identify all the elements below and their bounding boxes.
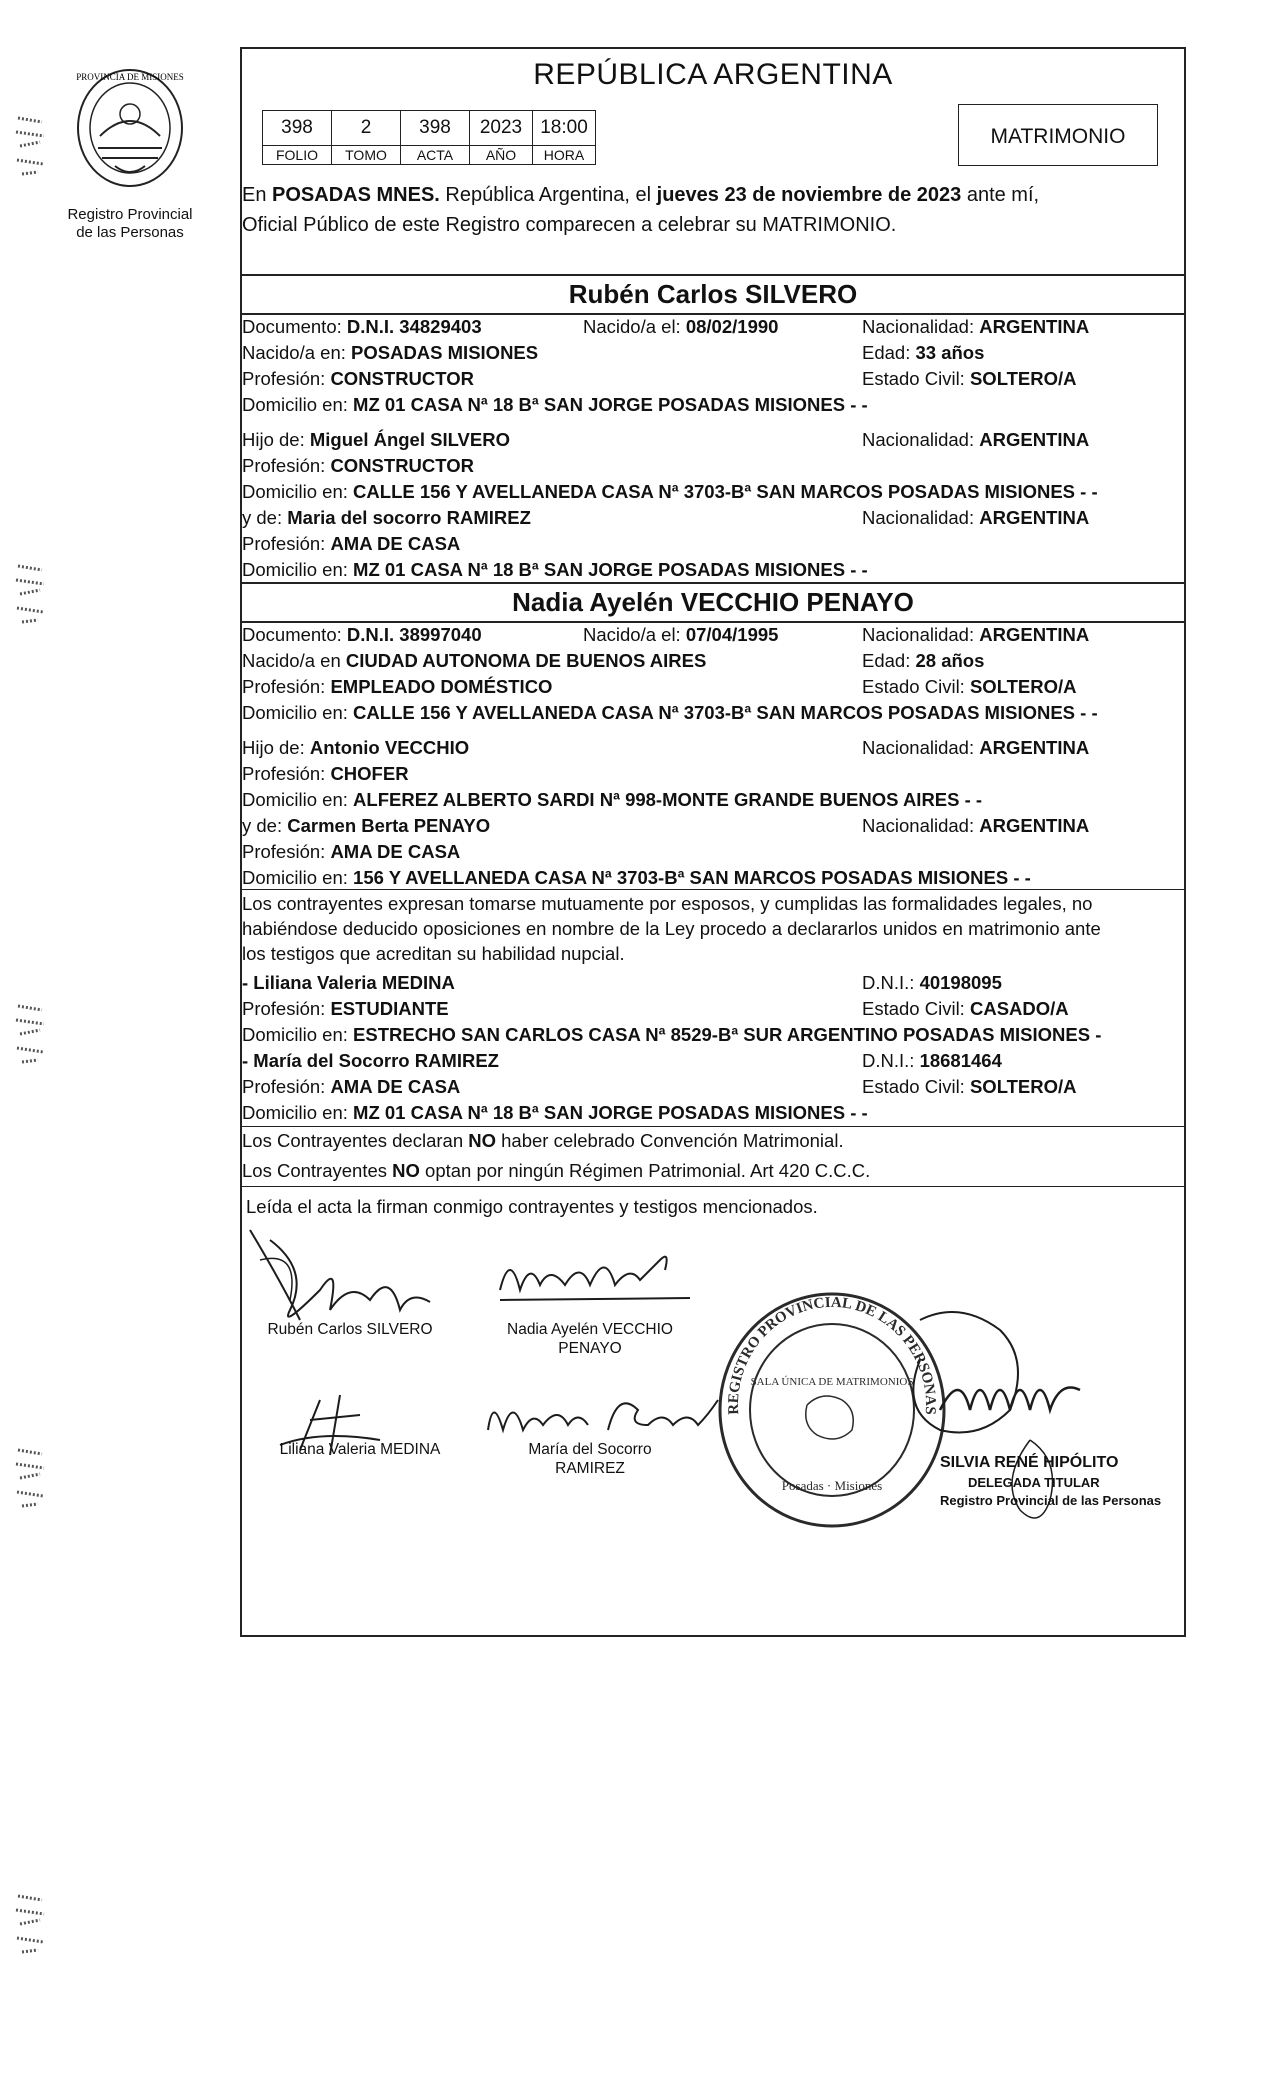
spouse2-address: Domicilio en: CALLE 156 Y AVELLANEDA CASA Nª 3703-Bª SAN MARCOS POSADAS MISIONES - - bbox=[242, 702, 1098, 723]
spouse2-birthdate: Nacido/a el: 07/04/1995 bbox=[583, 624, 779, 645]
spouse1-father-profession: Profesión: CONSTRUCTOR bbox=[242, 455, 474, 476]
spouse1-mother: y de: Maria del socorro RAMIREZ bbox=[242, 507, 531, 528]
witness2-dni: D.N.I.: 18681464 bbox=[862, 1050, 1002, 1071]
country-title: REPÚBLICA ARGENTINA bbox=[533, 58, 893, 91]
spouse2-father-address: Domicilio en: ALFEREZ ALBERTO SARDI Nª 998-MONTE GRANDE BUENOS AIRES - - bbox=[242, 789, 983, 810]
spouse1-birthdate: Nacido/a el: 08/02/1990 bbox=[583, 316, 779, 337]
regime-statement: Los Contrayentes NO optan por ningún Régimen Patrimonial. Art 420 C.C.C. bbox=[242, 1160, 871, 1181]
divider bbox=[240, 1186, 1186, 1187]
spouse2-father-nationality: Nacionalidad: ARGENTINA bbox=[862, 737, 1090, 758]
agency-line-1: Registro Provincial bbox=[67, 206, 193, 223]
place: POSADAS MNES. bbox=[272, 184, 440, 206]
witness2-address: Domicilio en: MZ 01 CASA Nª 18 Bª SAN JORGE POSADAS MISIONES - - bbox=[242, 1102, 868, 1123]
spouse1-mother-nationality: Nacionalidad: ARGENTINA bbox=[862, 507, 1090, 528]
scan-artifact-icon bbox=[14, 1444, 48, 1514]
official-name: SILVIA RENÉ HIPÓLITO bbox=[940, 1454, 1119, 1471]
spouse1-civil-status: Estado Civil: SOLTERO/A bbox=[862, 368, 1077, 389]
divider bbox=[240, 274, 1186, 276]
scan-artifact-icon bbox=[14, 560, 48, 630]
spouse2-name: Nadia Ayelén VECCHIO PENAYO bbox=[512, 587, 914, 617]
year-value: 2023 bbox=[470, 111, 533, 146]
year-label: AÑO bbox=[470, 146, 533, 165]
stamp-ring-text: REGISTRO PROVINCIAL DE LAS PERSONAS bbox=[725, 1294, 939, 1416]
witness2-name: - María del Socorro RAMIREZ bbox=[242, 1050, 499, 1071]
scan-artifact-icon bbox=[14, 1000, 48, 1070]
closing-statement: Leída el acta la firman conmigo contrayentes y testigos mencionados. bbox=[246, 1196, 818, 1217]
spouse1-nationality: Nacionalidad: ARGENTINA bbox=[862, 316, 1090, 337]
spouse2-profession: Profesión: EMPLEADO DOMÉSTICO bbox=[242, 676, 553, 697]
spouse1-document: Documento: D.N.I. 34829403 bbox=[242, 316, 482, 337]
intro-paragraph: En POSADAS MNES. República Argentina, el jueves 23 de noviembre de 2023 ante mí, Oficial Público de este Registro comparecen a celebrar su MATRIMONIO. bbox=[242, 184, 1040, 236]
spouse1-profession: Profesión: CONSTRUCTOR bbox=[242, 368, 474, 389]
spouse1-address: Domicilio en: MZ 01 CASA Nª 18 Bª SAN JORGE POSADAS MISIONES - - bbox=[242, 394, 868, 415]
spouse2-age: Edad: 28 años bbox=[862, 650, 985, 671]
divider bbox=[240, 621, 1186, 623]
official-office: Registro Provincial de las Personas bbox=[940, 1493, 1162, 1508]
acta-label: ACTA bbox=[401, 146, 470, 165]
agency-name bbox=[40, 206, 220, 242]
spouse2-nationality: Nacionalidad: ARGENTINA bbox=[862, 624, 1090, 645]
witness1-address: Domicilio en: ESTRECHO SAN CARLOS CASA Nª 8529-Bª SUR ARGENTINO POSADAS MISIONES - bbox=[242, 1024, 1102, 1045]
signature-label-nadia: Nadia Ayelén VECCHIO PENAYO bbox=[507, 1321, 673, 1357]
scan-artifact-icon bbox=[14, 112, 48, 182]
spouse2-father-profession: Profesión: CHOFER bbox=[242, 763, 409, 784]
registry-table bbox=[262, 110, 596, 165]
spouse1-age: Edad: 33 años bbox=[862, 342, 985, 363]
stamp-bottom-text: Posadas · Misiones bbox=[781, 1478, 883, 1493]
province-seal-icon bbox=[70, 66, 190, 196]
date: jueves 23 de noviembre de 2023 bbox=[656, 184, 962, 206]
spouse1-name: Rubén Carlos SILVERO bbox=[568, 279, 858, 309]
divider bbox=[240, 889, 1186, 890]
spouse2-civil-status: Estado Civil: SOLTERO/A bbox=[862, 676, 1077, 697]
witness1-civil-status: Estado Civil: CASADO/A bbox=[862, 998, 1069, 1019]
tomo-value: 2 bbox=[332, 111, 401, 146]
spouse2-father: Hijo de: Antonio VECCHIO bbox=[242, 737, 470, 758]
signature-nadia-icon bbox=[490, 1240, 710, 1320]
spouse2-mother-address: Domicilio en: 156 Y AVELLANEDA CASA Nª 3703-Bª SAN MARCOS POSADAS MISIONES - - bbox=[242, 867, 1031, 888]
tomo-label: TOMO bbox=[332, 146, 401, 165]
agency-line-2: de las Personas bbox=[76, 224, 184, 241]
spouse2-birthplace: Nacido/a en CIUDAD AUTONOMA DE BUENOS AIRES bbox=[242, 650, 707, 671]
divider bbox=[240, 313, 1186, 315]
signature-label-maria: María del Socorro RAMIREZ bbox=[528, 1441, 652, 1477]
acta-value: 398 bbox=[401, 111, 470, 146]
record-type: MATRIMONIO bbox=[990, 125, 1126, 148]
witness1-name: - Liliana Valeria MEDINA bbox=[242, 972, 455, 993]
scan-artifact-icon bbox=[14, 1890, 48, 1960]
spouse1-mother-address: Domicilio en: MZ 01 CASA Nª 18 Bª SAN JORGE POSADAS MISIONES - - bbox=[242, 559, 868, 580]
seal-text: PROVINCIA DE MISIONES bbox=[76, 72, 184, 82]
witness2-civil-status: Estado Civil: SOLTERO/A bbox=[862, 1076, 1077, 1097]
stamp-inner-text: SALA ÚNICA DE MATRIMONIOS bbox=[750, 1376, 914, 1388]
spouse1-father-nationality: Nacionalidad: ARGENTINA bbox=[862, 429, 1090, 450]
divider bbox=[240, 1126, 1186, 1127]
witness1-dni: D.N.I.: 40198095 bbox=[862, 972, 1002, 993]
official-role: DELEGADA TITULAR bbox=[968, 1475, 1100, 1490]
divider bbox=[240, 582, 1186, 584]
spouse1-birthplace: Nacido/a en: POSADAS MISIONES bbox=[242, 342, 539, 363]
signature-label-liliana: Liliana Valeria MEDINA bbox=[279, 1441, 441, 1458]
signature-label-ruben: Rubén Carlos SILVERO bbox=[267, 1321, 433, 1338]
spouse2-mother-profession: Profesión: AMA DE CASA bbox=[242, 841, 461, 862]
hour-value: 18:00 bbox=[533, 111, 596, 146]
spouse1-father-address: Domicilio en: CALLE 156 Y AVELLANEDA CASA Nª 3703-Bª SAN MARCOS POSADAS MISIONES - - bbox=[242, 481, 1098, 502]
hour-label: HORA bbox=[533, 146, 596, 165]
folio-label: FOLIO bbox=[263, 146, 332, 165]
declaration-paragraph: Los contrayentes expresan tomarse mutuamente por esposos, y cumplidas las formalidades legales, no habiéndose deducido oposiciones en nombre de la Ley procedo a declararlos unidos en matrimonio ante los testigos que acreditan su habilidad nupcial. bbox=[242, 893, 1101, 964]
folio-value: 398 bbox=[263, 111, 332, 146]
witness2-profession: Profesión: AMA DE CASA bbox=[242, 1076, 461, 1097]
convention-statement: Los Contrayentes declaran NO haber celebrado Convención Matrimonial. bbox=[242, 1130, 844, 1151]
witness1-profession: Profesión: ESTUDIANTE bbox=[242, 998, 449, 1019]
spouse2-mother-nationality: Nacionalidad: ARGENTINA bbox=[862, 815, 1090, 836]
spouse1-father: Hijo de: Miguel Ángel SILVERO bbox=[242, 429, 510, 450]
spouse2-mother: y de: Carmen Berta PENAYO bbox=[242, 815, 491, 836]
spouse2-document: Documento: D.N.I. 38997040 bbox=[242, 624, 482, 645]
spouse1-mother-profession: Profesión: AMA DE CASA bbox=[242, 533, 461, 554]
